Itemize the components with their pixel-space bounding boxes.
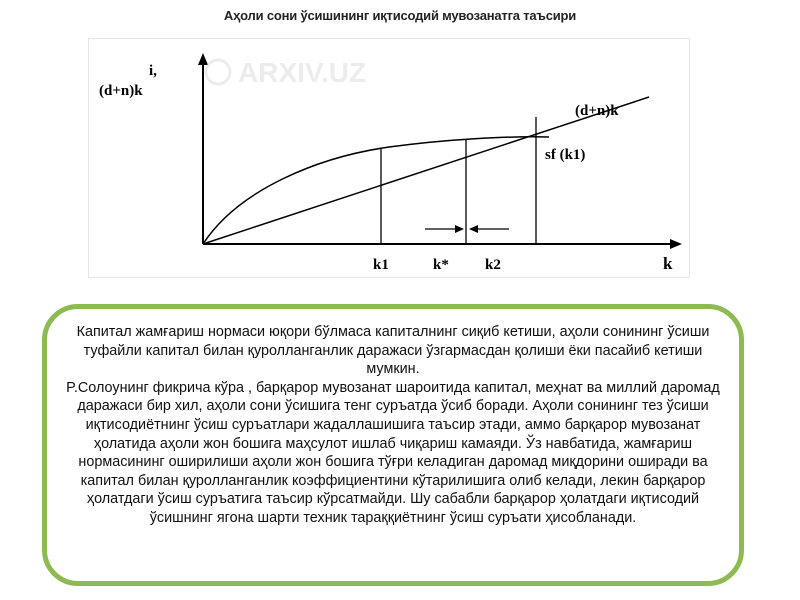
curve-label: sf (k1) — [545, 147, 586, 163]
x-axis-arrow — [670, 239, 682, 249]
y-axis-label-line2: (d+n)k — [99, 83, 143, 99]
savings-curve — [203, 137, 549, 244]
x-axis-label: k — [663, 254, 673, 273]
tick-label-k1: k1 — [373, 257, 389, 273]
solow-graph-svg — [89, 39, 689, 277]
paragraph-1: Капитал жамғариш нормаси юқори бўлмаса капиталнинг сиқиб кетиши, аҳоли сонининг ўсиши туфайли капитал билан қуролланганлик даражаси ўзгармасдан қолиши ёки пасайиб кетиши мумкин. — [76, 324, 710, 378]
solow-graph — [88, 38, 690, 278]
arrow-left-head — [469, 225, 478, 233]
watermark-text-graph: ARXIV.UZ — [238, 57, 367, 88]
arrow-right-head — [455, 225, 464, 233]
text-box — [42, 304, 744, 586]
y-axis-arrow — [198, 53, 208, 65]
y-axis-label-line1: i, — [149, 63, 157, 79]
line-label: (d+n)k — [575, 103, 619, 119]
paragraph-2: P.Солоунинг фикрича кўра , барқарор мувозанат шароитида капитал, меҳнат ва миллий даромад даражаси бир хил, аҳоли сони ўсишига тенг суръатда ўсиб боради. Аҳоли сонининг тез ўсиши иқтисодиётнинг ўсиш суръатлари жадаллашишига таъсир этади, аммо барқарор мувозанат ҳолатида аҳоли жон бошига маҳсулот ишлаб чиқариш камаяди. Ўз навбатида, жамғариш нормасининг оширилиши аҳоли жон бошига тўғри келадиган даромад миқдорини оширади ва капитал билан қуролланганлик коэффициентини кўтарилишига олиб келади, лекин барқарор ҳолатдаги ўсиш суръатига таъсир кўрсатмайди. Шу сабабли барқарор ҳолатдаги иқтисодий ўсишнинг ягона шарти техник тараққиётнинг ўсиш суръати ҳисобланади. — [66, 379, 720, 526]
depreciation-line — [203, 97, 649, 244]
tick-label-k2: k2 — [485, 257, 501, 273]
page-title: Аҳоли сони ўсишининг иқтисодий мувозанатга таъсири — [223, 8, 577, 23]
tick-label-kstar: k* — [433, 257, 449, 273]
